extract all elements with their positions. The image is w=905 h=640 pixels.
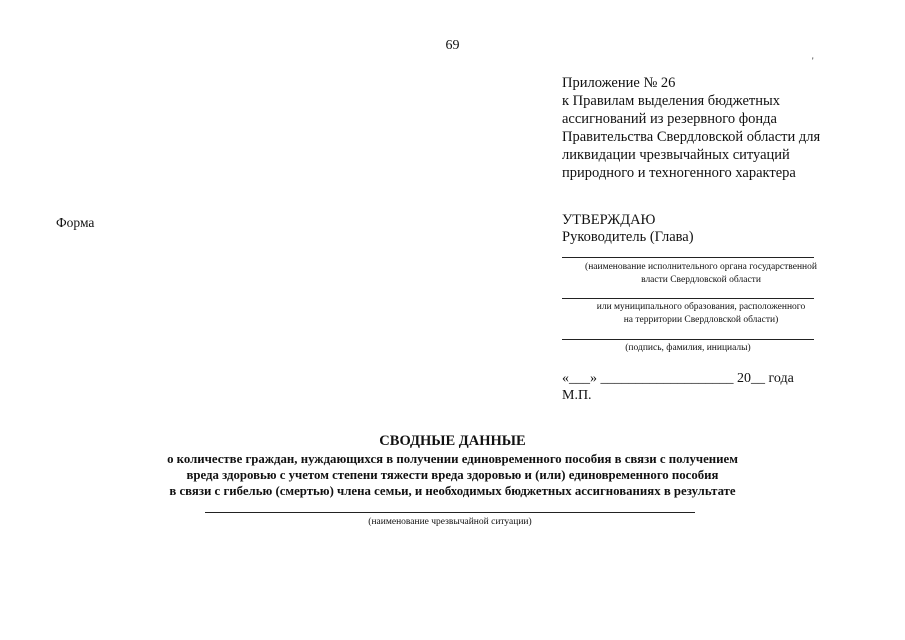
subtitle-line: вреда здоровью с учетом степени тяжести вреда здоровью и (или) единовременного пособия [186, 468, 719, 482]
authority-caption [560, 261, 842, 287]
approval-heading: УТВЕРЖДАЮ [562, 212, 656, 228]
appendix-line: Приложение № 26 [562, 75, 676, 91]
page-number: 69 [445, 38, 460, 53]
appendix-line: Правительства Свердловской области для [562, 129, 821, 145]
appendix-line: ассигнований из резервного фонда [562, 111, 777, 127]
document-title: СВОДНЫЕ ДАННЫЕ [379, 433, 526, 449]
appendix-line: к Правилам выделения бюджетных [562, 93, 780, 109]
signature-caption: (подпись, фамилия, инициалы) [625, 343, 751, 353]
authority-caption-line: (наименование исполнительного органа государственной [585, 262, 817, 272]
municipal-caption-line: или муниципального образования, расположенного [596, 302, 806, 312]
municipal-caption-line: на территории Свердловской области) [623, 315, 779, 325]
document-subtitle [100, 451, 805, 499]
emergency-fill-line [205, 512, 695, 513]
subtitle-line: о количестве граждан, нуждающихся в получении единовременного пособия в связи с получением [167, 452, 738, 466]
date-line: «___» ___________________ 20__ года [562, 371, 794, 386]
municipal-caption [565, 301, 837, 327]
seal-label: М.П. [562, 388, 592, 403]
approval-header [562, 212, 694, 246]
approval-role: Руководитель (Глава) [562, 229, 694, 245]
appendix-block [562, 74, 892, 182]
appendix-line: ликвидации чрезвычайных ситуаций [562, 147, 790, 163]
corner-mark: ' [812, 56, 814, 66]
municipal-fill-line [562, 298, 814, 299]
subtitle-line: в связи с гибелью (смертью) члена семьи, и необходимых бюджетных ассигнованиях в результате [169, 484, 736, 498]
authority-fill-line [562, 257, 814, 258]
appendix-line: природного и техногенного характера [562, 165, 796, 181]
emergency-caption: (наименование чрезвычайной ситуации) [368, 517, 532, 527]
signature-fill-line [562, 339, 814, 340]
form-label: Форма [56, 215, 95, 230]
authority-caption-line: власти Свердловской области [641, 275, 761, 285]
